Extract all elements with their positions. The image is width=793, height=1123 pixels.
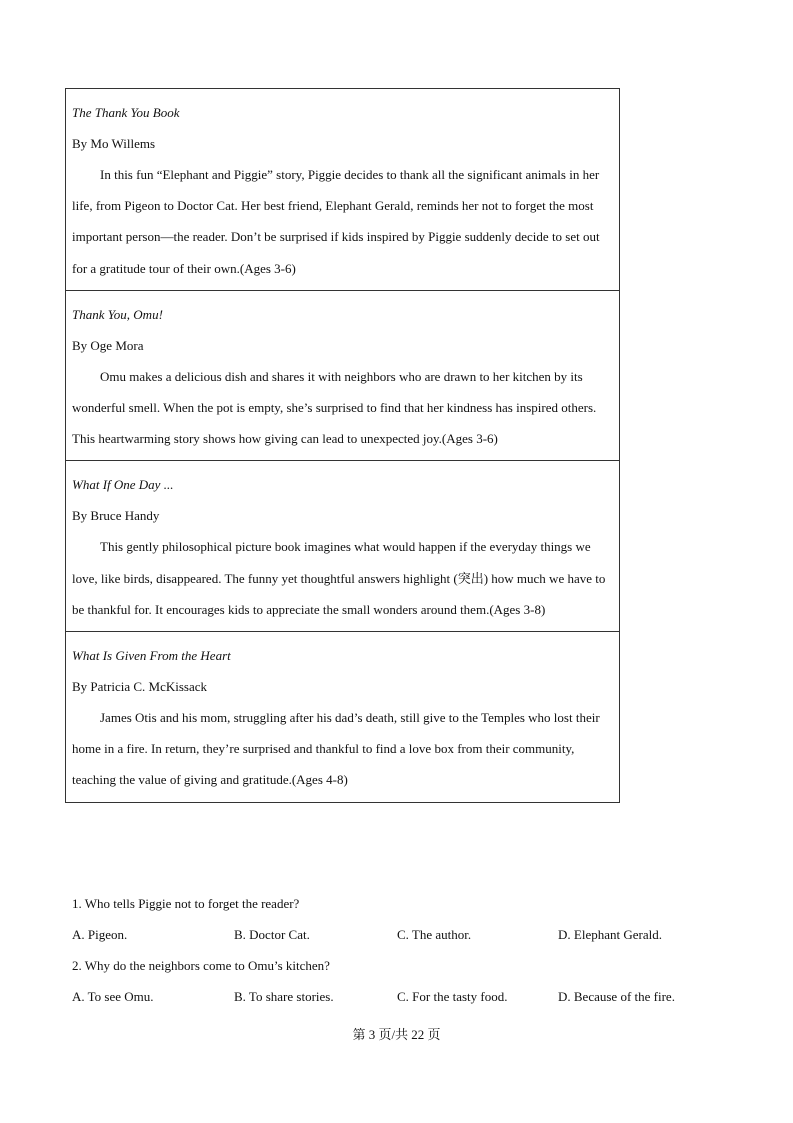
option-a: A. Pigeon. bbox=[72, 927, 128, 942]
question-section bbox=[72, 888, 712, 1012]
option-a: A. To see Omu. bbox=[72, 989, 154, 1004]
book-cell bbox=[66, 89, 620, 291]
book-description: James Otis and his mom, struggling after his dad’s death, still give to the Temples who lost their home in a fire. In return, they’re surprised and thankful to find a love box from their community, teaching the value of giving and gratitude.(Ages 4-8) bbox=[72, 710, 600, 788]
book-description: Omu makes a delicious dish and shares it with neighbors who are drawn to her kitchen by its wonderful smell. When the pot is empty, she’s surprised to find that her kindness has inspired others. This heartwarming story shows how giving can lead to unexpected joy.(Ages 3-6) bbox=[72, 368, 597, 447]
option-b: B. To share stories. bbox=[234, 989, 334, 1004]
book-cell bbox=[66, 632, 620, 803]
book-title: Thank You, Omu! bbox=[72, 306, 163, 322]
book-cell bbox=[66, 461, 620, 632]
book-description: This gently philosophical picture book imagines what would happen if the everyday things we love, like birds, disappeared. The funny yet thoughtful answers highlight (突出) how much we have to be thankful for. It encourages kids to appreciate the small wonders around them.(Ages 3-8) bbox=[72, 539, 606, 617]
book-author: By Patricia C. McKissack bbox=[72, 679, 208, 695]
page-number-footer: 第 3 页/共 22 页 bbox=[352, 1027, 441, 1042]
question-options bbox=[72, 981, 712, 1012]
book-row bbox=[66, 461, 620, 632]
question-stem: 1. Who tells Piggie not to forget the reader? bbox=[72, 896, 300, 911]
book-row bbox=[66, 632, 620, 803]
book-title: What Is Given From the Heart bbox=[72, 648, 231, 664]
book-list-table bbox=[65, 88, 620, 803]
option-d: D. Elephant Gerald. bbox=[558, 927, 662, 942]
question-options bbox=[72, 919, 712, 950]
option-c: C. For the tasty food. bbox=[397, 989, 508, 1004]
option-b: B. Doctor Cat. bbox=[234, 927, 310, 942]
option-c: C. The author. bbox=[397, 927, 472, 942]
book-row bbox=[66, 290, 620, 461]
book-title: What If One Day ... bbox=[72, 477, 174, 493]
book-row bbox=[66, 89, 620, 291]
book-author: By Mo Willems bbox=[72, 136, 156, 151]
book-title: The Thank You Book bbox=[72, 105, 180, 120]
book-description: In this fun “Elephant and Piggie” story, Piggie decides to thank all the significant animals in her life, from Pigeon to Doctor Cat. Her best friend, Elephant Gerald, reminds her not to forget the most important person—the reader. Don’t be surprised if kids inspired by Piggie suddenly decide to set out for a gratitude tour of their own.(Ages 3-6) bbox=[72, 167, 600, 276]
question-stem: 2. Why do the neighbors come to Omu’s kitchen? bbox=[72, 958, 330, 973]
option-d: D. Because of the fire. bbox=[558, 989, 675, 1004]
book-author: By Oge Mora bbox=[72, 337, 144, 353]
book-cell bbox=[66, 290, 620, 461]
book-author: By Bruce Handy bbox=[72, 508, 160, 524]
